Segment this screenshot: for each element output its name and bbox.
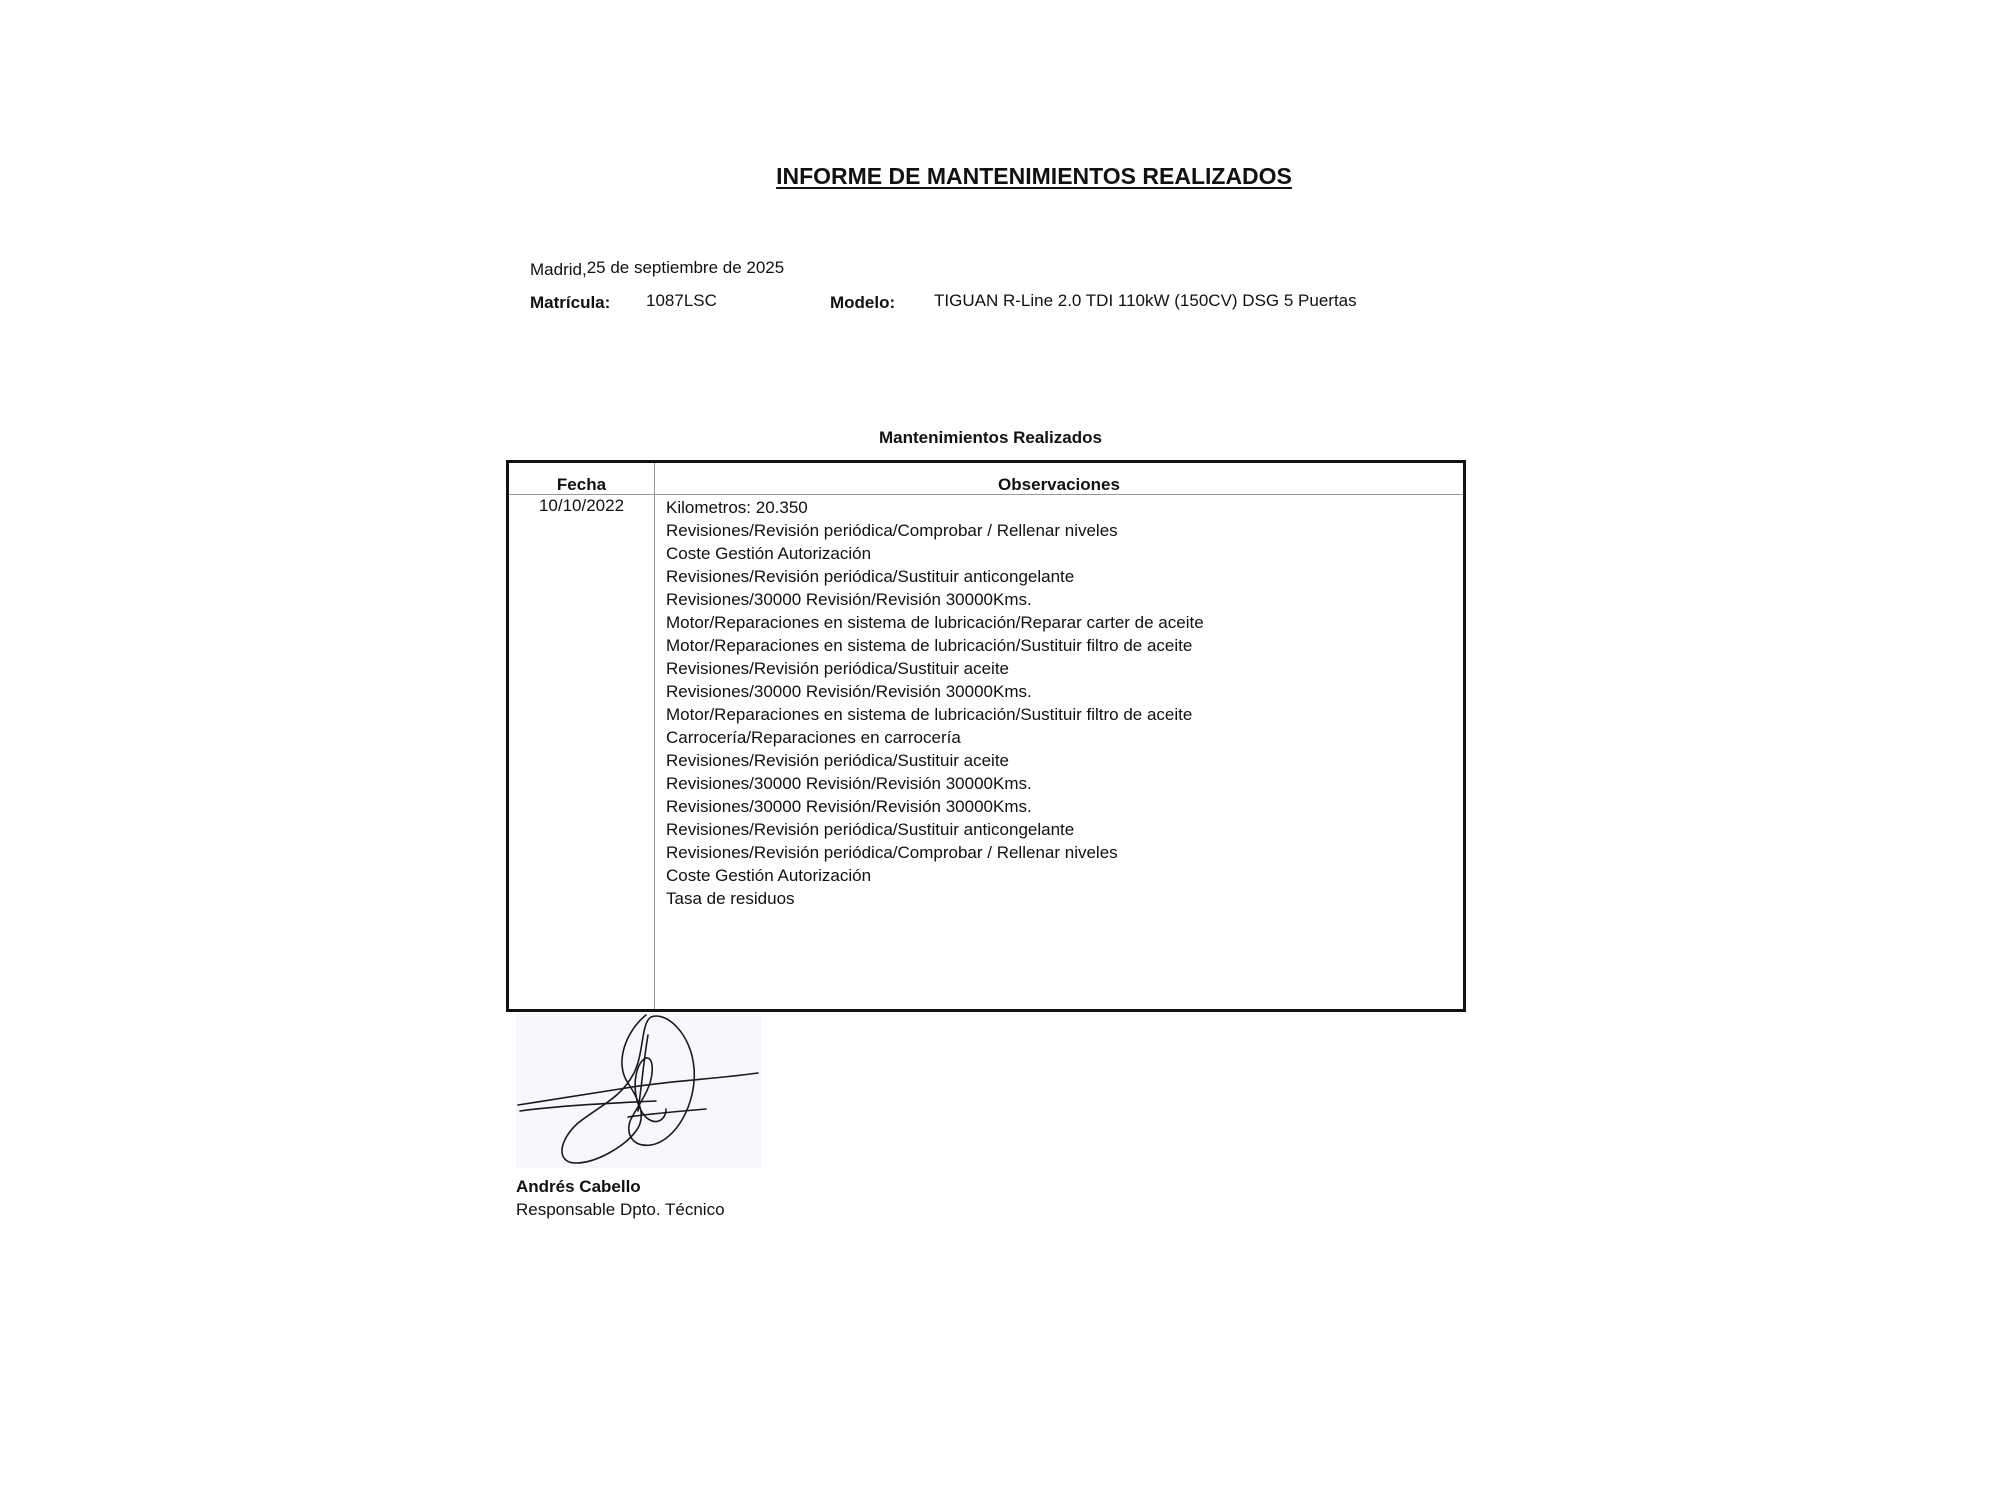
observation-item: Revisiones/Revisión periódica/Sustituir anticongelante bbox=[666, 567, 1075, 586]
observation-item: Revisiones/Revisión periódica/Sustituir aceite bbox=[666, 751, 1009, 770]
observations-list bbox=[666, 496, 1204, 910]
observation-item: Motor/Reparaciones en sistema de lubricación/Sustituir filtro de aceite bbox=[666, 636, 1193, 655]
maintenance-table bbox=[506, 460, 1466, 1012]
report-date: 25 de septiembre de 2025 bbox=[586, 258, 785, 277]
date-line bbox=[530, 258, 784, 278]
plate-label: Matrícula: bbox=[530, 293, 611, 312]
column-divider bbox=[654, 463, 655, 1009]
observation-item: Revisiones/30000 Revisión/Revisión 30000Kms. bbox=[666, 590, 1032, 609]
signer-name: Andrés Cabello bbox=[516, 1177, 641, 1196]
observation-item: Revisiones/30000 Revisión/Revisión 30000Kms. bbox=[666, 774, 1032, 793]
plate-value: 1087LSC bbox=[646, 291, 717, 310]
column-header-date: Fecha bbox=[556, 475, 607, 494]
signer-role: Responsable Dpto. Técnico bbox=[516, 1200, 725, 1219]
observation-item: Revisiones/Revisión periódica/Sustituir aceite bbox=[666, 659, 1009, 678]
observation-item: Revisiones/Revisión periódica/Comprobar / Rellenar niveles bbox=[666, 843, 1118, 862]
document-title: INFORME DE MANTENIMIENTOS REALIZADOS bbox=[776, 163, 1292, 189]
observation-item: Motor/Reparaciones en sistema de lubricación/Reparar carter de aceite bbox=[666, 613, 1204, 632]
observation-item: Revisiones/Revisión periódica/Comprobar / Rellenar niveles bbox=[666, 521, 1118, 540]
observation-item: Tasa de residuos bbox=[666, 889, 795, 908]
observation-item: Revisiones/Revisión periódica/Sustituir anticongelante bbox=[666, 820, 1075, 839]
model-value: TIGUAN R-Line 2.0 TDI 110kW (150CV) DSG 5 Puertas bbox=[934, 291, 1357, 310]
observation-item: Carrocería/Reparaciones en carrocería bbox=[666, 728, 961, 747]
row-date: 10/10/2022 bbox=[538, 496, 625, 515]
table-caption: Mantenimientos Realizados bbox=[879, 428, 1102, 447]
place: Madrid, bbox=[530, 260, 587, 279]
observation-item: Coste Gestión Autorización bbox=[666, 544, 872, 563]
observation-item: Revisiones/30000 Revisión/Revisión 30000Kms. bbox=[666, 682, 1032, 701]
handwritten-signature bbox=[516, 1013, 761, 1168]
observation-item: Motor/Reparaciones en sistema de lubricación/Sustituir filtro de aceite bbox=[666, 705, 1193, 724]
model-label: Modelo: bbox=[830, 293, 896, 312]
observation-item: Kilometros: 20.350 bbox=[666, 498, 808, 517]
column-header-observations: Observaciones bbox=[998, 475, 1120, 494]
signature-image bbox=[516, 1013, 761, 1168]
observation-item: Coste Gestión Autorización bbox=[666, 866, 872, 885]
observation-item: Revisiones/30000 Revisión/Revisión 30000Kms. bbox=[666, 797, 1032, 816]
